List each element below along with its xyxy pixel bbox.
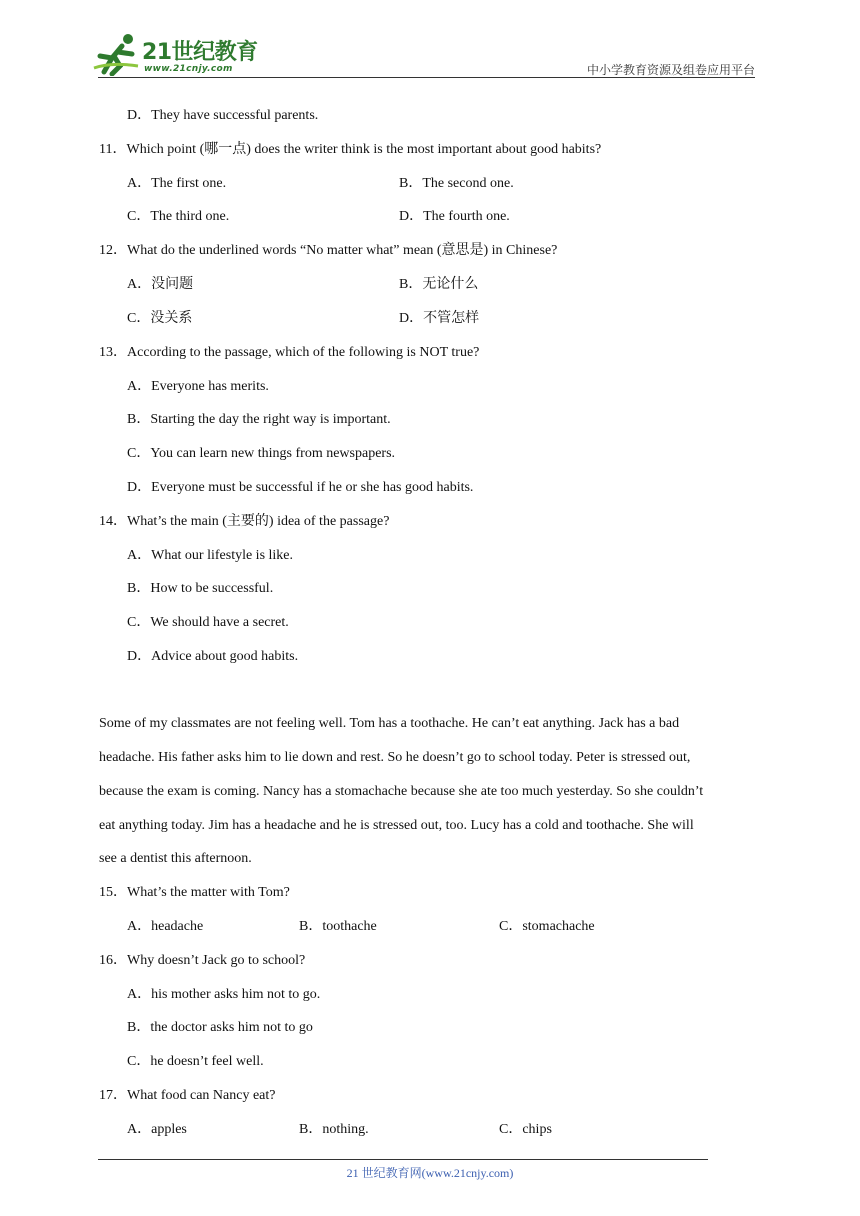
q14-stem: 14．What’s the main (主要的) idea of the passage? xyxy=(99,514,390,529)
q11-option-c: C．The third one. xyxy=(127,209,230,224)
logo-url: www.21cnjy.com xyxy=(144,64,233,74)
q13-option-c: C．You can learn new things from newspapers. xyxy=(127,446,396,461)
q15-option-c: C．stomachache xyxy=(499,919,595,934)
header-tagline: 中小学教育资源及组卷应用平台 xyxy=(586,63,755,77)
logo xyxy=(92,32,262,78)
q15-option-b: B．toothache xyxy=(299,919,377,934)
passage-line: headache. His father asks him to lie down and rest. So he doesn’t go to school today. Peter is stressed out, xyxy=(99,750,691,765)
footer-link[interactable]: 21 世纪教育网(www.21cnjy.com) xyxy=(346,1166,514,1180)
page-header xyxy=(0,0,860,80)
passage-line: Some of my classmates are not feeling well. Tom has a toothache. He can’t eat anything. Jack has a bad xyxy=(99,716,680,731)
q13-stem: 13．According to the passage, which of the following is NOT true? xyxy=(99,345,480,360)
runner-logo-icon xyxy=(92,32,142,76)
header-divider xyxy=(98,77,755,78)
q14-option-c: C．We should have a secret. xyxy=(127,615,289,630)
q12-option-b: B．无论什么 xyxy=(399,277,479,292)
q12-option-a: A．没问题 xyxy=(127,277,194,292)
q14-option-b: B．How to be successful. xyxy=(127,581,274,596)
q17-option-a: A．apples xyxy=(127,1122,187,1137)
passage-line: see a dentist this afternoon. xyxy=(99,851,252,866)
q15-option-a: A．headache xyxy=(127,919,204,934)
q17-option-c: C．chips xyxy=(499,1122,552,1137)
q11-stem: 11．Which point (哪一点) does the writer think is the most important about good habits? xyxy=(99,142,602,157)
q13-option-a: A．Everyone has merits. xyxy=(127,379,269,394)
q14-option-d: D．Advice about good habits. xyxy=(127,649,299,664)
q14-option-a: A．What our lifestyle is like. xyxy=(127,548,294,563)
q11-option-d: D．The fourth one. xyxy=(399,209,510,224)
q16-option-b: B．the doctor asks him not to go xyxy=(127,1020,313,1035)
q17-option-b: B．nothing. xyxy=(299,1122,369,1137)
q12-stem: 12．What do the underlined words “No matter what” mean (意思是) in Chinese? xyxy=(99,243,558,258)
q11-option-a: A．The first one. xyxy=(127,176,227,191)
q15-stem: 15．What’s the matter with Tom? xyxy=(99,885,290,900)
footer-divider xyxy=(98,1159,708,1160)
q13-option-b: B．Starting the day the right way is important. xyxy=(127,412,391,427)
logo-text: 21世纪教育 xyxy=(142,40,258,65)
q17-stem: 17．What food can Nancy eat? xyxy=(99,1088,276,1103)
q10-option-d: D．They have successful parents. xyxy=(127,108,319,123)
passage-line: eat anything today. Jim has a headache and he is stressed out, too. Lucy has a cold and toothache. She will xyxy=(99,818,694,833)
q16-option-c: C．he doesn’t feel well. xyxy=(127,1054,264,1069)
q13-option-d: D．Everyone must be successful if he or she has good habits. xyxy=(127,480,474,495)
q16-option-a: A．his mother asks him not to go. xyxy=(127,987,321,1002)
q12-option-c: C．没关系 xyxy=(127,311,193,326)
q12-option-d: D．不管怎样 xyxy=(399,311,480,326)
q11-option-b: B．The second one. xyxy=(399,176,514,191)
passage-line: because the exam is coming. Nancy has a stomachache because she ate too much yesterday. So she couldn’t xyxy=(99,784,704,799)
q16-stem: 16．Why doesn’t Jack go to school? xyxy=(99,953,306,968)
